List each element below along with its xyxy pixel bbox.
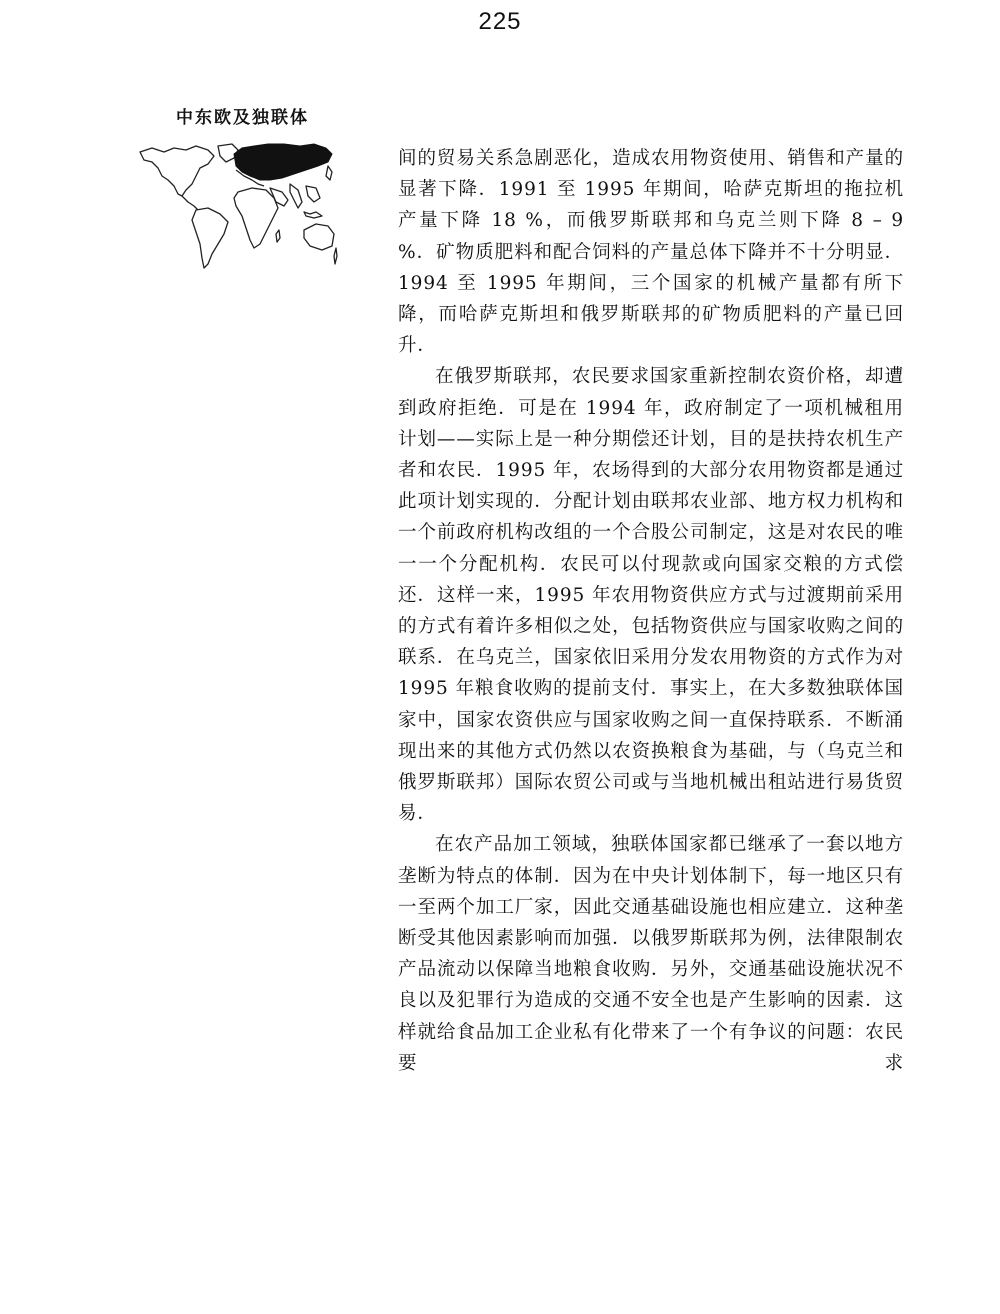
paragraph-2: 在俄罗斯联邦，农民要求国家重新控制农资价格，却遭到政府拒绝．可是在 1994 年，政府制定了一项机械租用计划——实际上是一种分期偿还计划，目的是扶持农机生产者和农民．1995 年，农场得到的大部分农用物资都是通过此项计划实现的．分配计划由联邦农业部、地方权力机构和一个前政府机构改组的一个合股公司制定，这是对农民的唯一一个分配机构．农民可以付现款或向国家交粮的方式偿还．这样一来，1995 年农用物资供应方式与过渡期前采用的方式有着许多相似之处，包括物资供应与国家收购之间的联系．在乌克兰，国家依旧采用分发农用物资的方式作为对 1995 年粮食收购的提前支付．事实上，在大多数独联体国家中，国家农资供应与国家收购之间一直保持联系．不断涌现出来的其他方式仍然以农资换粮食为基础，与（乌克兰和俄罗斯联邦）国际农贸公司或与当地机械出租站进行易货贸易．: [398, 366, 904, 825]
page-number: 225: [478, 8, 522, 35]
body-text: [398, 143, 904, 1079]
highlighted-region: [234, 144, 332, 180]
section-heading: 中东欧及独联体: [176, 108, 309, 128]
paragraph-3: 在农产品加工领域，独联体国家都已继承了一套以地方垄断为特点的体制．因为在中央计划体制下，每一地区只有一至两个加工厂家，因此交通基础设施也相应建立．这种垄断受其他因素影响而加强．以俄罗斯联邦为例，法律限制农产品流动以保障当地粮食收购．另外，交通基础设施状况不良以及犯罪行为造成的交通不安全也是产生影响的因素．这样就给食品加工企业私有化带来了一个有争议的问题：农民要求: [398, 834, 904, 1074]
paragraph-1: 间的贸易关系急剧恶化，造成农用物资使用、销售和产量的显著下降．1991 至 1995 年期间，哈萨克斯坦的拖拉机产量下降 18 %，而俄罗斯联邦和乌克兰则下降 8 – 9 %．矿物质肥料和配合饲料的产量总体下降并不十分明显．1994 至 1995 年期间，三个国家的机械产量都有所下降，而哈萨克斯坦和俄罗斯联邦的矿物质肥料的产量已回升．: [398, 148, 904, 357]
world-map-icon: [138, 140, 338, 274]
